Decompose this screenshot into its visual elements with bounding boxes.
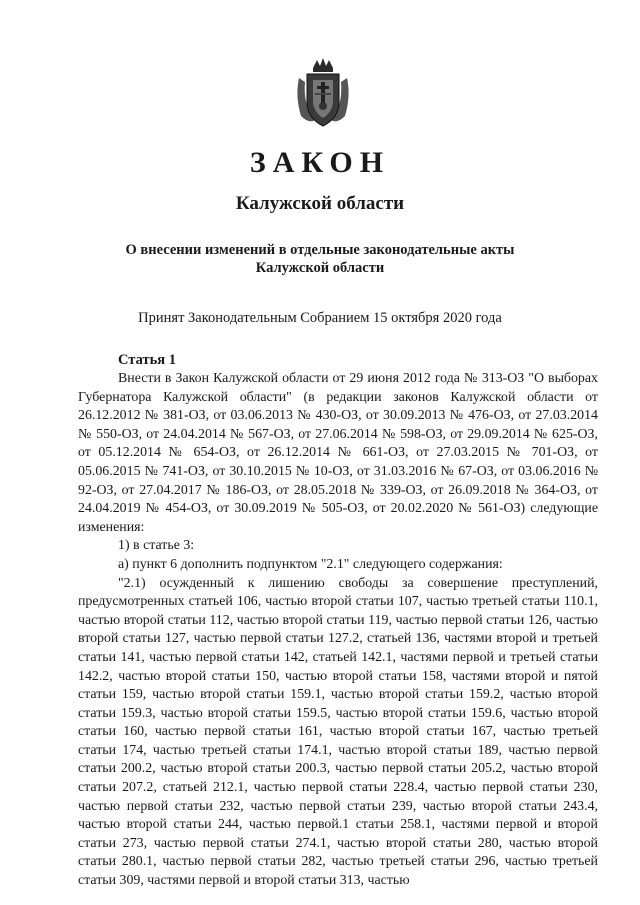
article-paragraph: Внести в Закон Калужской области от 29 июня 2012 года № 313-ОЗ "О выборах Губернатора Калужской области" (в редакции законов Калужской области от 26.12.2012 № 381-ОЗ, от 03.06.2013 № 430-ОЗ, от 30.09.2013 № 476-ОЗ, от 27.03.2014 № 550-ОЗ, от 24.04.2014 № 567-ОЗ, от 27.06.2014 № 598-ОЗ, от 29.09.2014 № 625-ОЗ, от 05.12.2014 № 654-ОЗ, от 26.12.2014 № 661-ОЗ, от 27.03.2015 № 701-ОЗ, от 05.06.2015 № 741-ОЗ, от 30.10.2015 № 10-ОЗ, от 31.03.2016 № 67-ОЗ, от 03.06.2016 № 92-ОЗ, от 27.04.2017 № 186-ОЗ, от 28.05.2018 № 339-ОЗ, от 26.09.2018 № 364-ОЗ, от 24.04.2019 № 454-ОЗ, от 30.09.2019 № 505-ОЗ, от 20.02.2020 № 561-ОЗ) следующие изменения: bbox=[78, 371, 598, 535]
law-subject-line-2: Калужской области bbox=[255, 260, 385, 276]
adoption-line: Принят Законодательным Собранием 15 октября 2020 года bbox=[138, 310, 502, 326]
article-paragraph: "2.1) осужденный к лишению свободы за совершение преступлений, предусмотренных статьей 106, частью второй статьи 107, частью третьей статьи 110.1, частью второй статьи 112, частью второй статьи 119, частью первой статьи 126, частью второй статьи 127, частью первой статьи 127.2, статьей 136, частями второй и третьей статьи 141, частью первой статьи 142, статьей 142.1, частями первой и третьей статьи 142.2, частью второй статьи 150, частью второй статьи 158, частями второй и пятой статьи 159, частью второй статьи 159.1, частью второй статьи 159.2, частью второй статьи 159.3, частью второй статьи 159.5, частью второй статьи 159.6, частью второй статьи 160, частью первой статьи 161, частью второй статьи 167, частью третьей статьи 174, частью третьей статьи 174.1, частью второй статьи 189, частью первой статьи 200.2, частью второй статьи 200.3, частью первой статьи 205.2, частью второй статьи 207.2, статьей 212.1, частью первой статьи 228.4, частью первой статьи 230, частью первой статьи 232, частью первой статьи 239, частью второй статьи 243.4, частью второй статьи 244, частью первой.1 статьи 258.1, частями первой и второй статьи 273, частью первой статьи 274.1, частью второй статьи 280, частью второй статьи 280.1, частью первой статьи 282, частью третьей статьи 296, частью третьей статьи 309, частями первой и второй статьи 313, частью bbox=[78, 575, 598, 889]
law-subject bbox=[0, 241, 640, 277]
article-heading: Статья 1 bbox=[118, 352, 176, 368]
article-paragraph: 1) в статье 3: bbox=[118, 538, 195, 554]
article-body bbox=[78, 370, 598, 891]
region-title: Калужской области bbox=[235, 193, 405, 214]
coat-of-arms-emblem bbox=[293, 58, 353, 130]
article-paragraph: а) пункт 6 дополнить подпунктом "2.1" следующего содержания: bbox=[118, 556, 503, 572]
law-subject-line-1: О внесении изменений в отдельные законодательные акты bbox=[125, 242, 515, 258]
law-title: ЗАКОН bbox=[249, 146, 391, 179]
